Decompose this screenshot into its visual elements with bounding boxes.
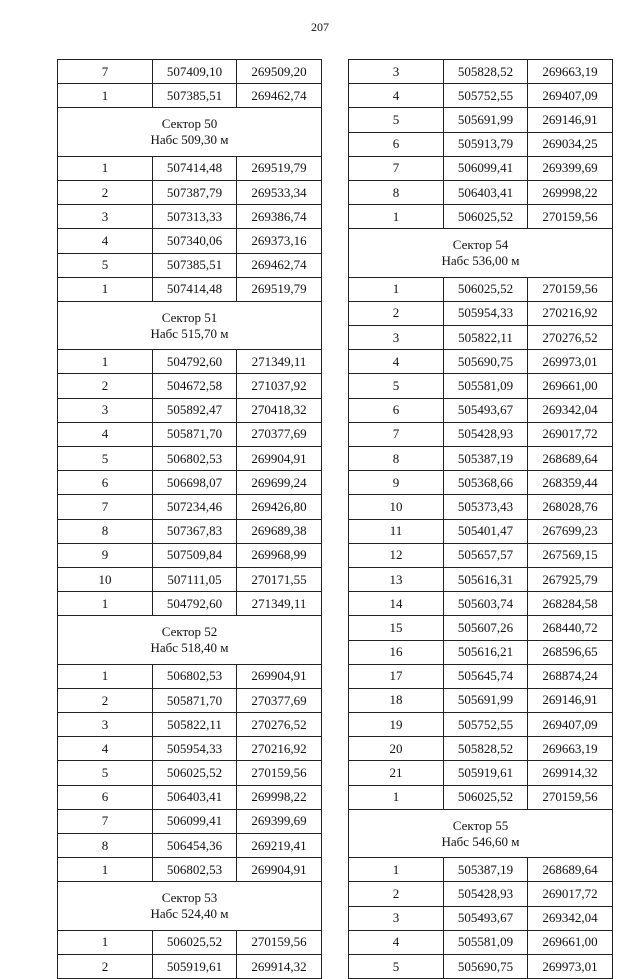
sector-header-row: [58, 616, 322, 664]
coordinate-row: [349, 761, 613, 785]
coordinate-row: [349, 906, 613, 930]
point-number: 8: [349, 447, 444, 471]
coord-x: 505752,55: [444, 84, 528, 108]
point-number: 2: [349, 882, 444, 906]
sector-level: Набс 515,70 м: [150, 325, 229, 341]
page-number: 207: [311, 20, 329, 34]
point-number: 1: [58, 592, 153, 616]
point-number: 7: [349, 156, 444, 180]
point-number: 3: [58, 713, 153, 737]
coord-x: 505892,47: [153, 398, 237, 422]
point-number: 8: [349, 180, 444, 204]
sector-header-row: [349, 229, 613, 277]
coordinate-row: [58, 156, 322, 180]
coordinate-row: [349, 156, 613, 180]
coordinate-row: [349, 374, 613, 398]
coordinate-row: [349, 713, 613, 737]
coord-y: 269462,74: [237, 253, 322, 277]
point-number: 3: [58, 205, 153, 229]
point-number: 5: [349, 374, 444, 398]
coord-x: 505913,79: [444, 132, 528, 156]
coord-x: 505828,52: [444, 60, 528, 84]
point-number: 1: [58, 664, 153, 688]
coordinate-row: [349, 519, 613, 543]
coordinate-row: [349, 471, 613, 495]
coord-y: 269689,38: [237, 519, 322, 543]
coord-y: 269968,99: [237, 543, 322, 567]
sector-header-row: [58, 301, 322, 349]
coord-y: 269386,74: [237, 205, 322, 229]
sector-level: Набс 524,40 м: [150, 906, 229, 922]
point-number: 3: [349, 906, 444, 930]
point-number: 7: [58, 495, 153, 519]
point-number: 11: [349, 519, 444, 543]
coord-y: 270377,69: [237, 422, 322, 446]
coordinate-row: [349, 858, 613, 882]
coord-x: 505657,57: [444, 543, 528, 567]
point-number: 1: [349, 858, 444, 882]
coord-x: 506025,52: [444, 277, 528, 301]
point-number: 5: [349, 108, 444, 132]
coord-x: 506802,53: [153, 664, 237, 688]
sector-header-cell: [58, 882, 322, 930]
coord-y: 267925,79: [528, 567, 613, 591]
coord-y: 269017,72: [528, 422, 613, 446]
coord-x: 505581,09: [444, 374, 528, 398]
coordinate-row: [58, 930, 322, 954]
coord-y: 269399,69: [528, 156, 613, 180]
coord-y: 270276,52: [237, 713, 322, 737]
point-number: 2: [58, 688, 153, 712]
coordinate-row: [58, 713, 322, 737]
coord-x: 504792,60: [153, 592, 237, 616]
coord-x: 505607,26: [444, 616, 528, 640]
point-number: 15: [349, 616, 444, 640]
point-number: 5: [349, 954, 444, 978]
coord-x: 507385,51: [153, 84, 237, 108]
point-number: 10: [58, 567, 153, 591]
point-number: 16: [349, 640, 444, 664]
coordinate-row: [58, 761, 322, 785]
sector-level: Набс 546,60 м: [441, 833, 520, 849]
coordinate-row: [349, 180, 613, 204]
sector-level: Набс 518,40 м: [150, 640, 229, 656]
sector-name: Сектор 53: [161, 890, 218, 906]
point-number: 21: [349, 761, 444, 785]
coordinates-table-left: [57, 59, 322, 979]
coord-x: 505871,70: [153, 688, 237, 712]
coord-y: 269519,79: [237, 277, 322, 301]
sector-name: Сектор 55: [452, 817, 509, 833]
coord-y: 268596,65: [528, 640, 613, 664]
coord-x: 507414,48: [153, 277, 237, 301]
coord-y: 269509,20: [237, 60, 322, 84]
point-number: 5: [58, 447, 153, 471]
coord-x: 506403,41: [153, 785, 237, 809]
coord-y: 269519,79: [237, 156, 322, 180]
coord-y: 269914,32: [528, 761, 613, 785]
coord-y: 270377,69: [237, 688, 322, 712]
coord-y: 269034,25: [528, 132, 613, 156]
coordinate-row: [58, 737, 322, 761]
point-number: 9: [349, 471, 444, 495]
point-number: 1: [58, 277, 153, 301]
point-number: 2: [349, 301, 444, 325]
coordinate-row: [58, 277, 322, 301]
point-number: 18: [349, 688, 444, 712]
coordinate-row: [349, 108, 613, 132]
sector-level: Набс 509,30 м: [150, 132, 229, 148]
point-number: 1: [349, 785, 444, 809]
point-number: 1: [58, 156, 153, 180]
coord-y: 269998,22: [528, 180, 613, 204]
coord-x: 507387,79: [153, 180, 237, 204]
coord-y: 269017,72: [528, 882, 613, 906]
sector-name: Сектор 54: [452, 237, 509, 252]
coord-x: 506698,07: [153, 471, 237, 495]
coord-y: 269914,32: [237, 955, 322, 979]
point-number: 4: [58, 737, 153, 761]
coord-x: 505493,67: [444, 906, 528, 930]
coord-y: 269533,34: [237, 180, 322, 204]
point-number: 1: [349, 277, 444, 301]
coord-x: 505603,74: [444, 592, 528, 616]
coordinate-row: [349, 60, 613, 84]
point-number: 1: [349, 205, 444, 229]
sector-header-cell: [58, 108, 322, 156]
coord-y: 270159,56: [528, 785, 613, 809]
coordinate-row: [349, 326, 613, 350]
coordinate-row: [58, 447, 322, 471]
coord-y: 269663,19: [528, 737, 613, 761]
point-number: 10: [349, 495, 444, 519]
coordinate-row: [349, 398, 613, 422]
coord-y: 269661,00: [528, 374, 613, 398]
coord-y: 268284,58: [528, 592, 613, 616]
coordinate-row: [58, 567, 322, 591]
point-number: 12: [349, 543, 444, 567]
coord-x: 507409,10: [153, 60, 237, 84]
coordinate-row: [58, 858, 322, 882]
coord-y: 269998,22: [237, 785, 322, 809]
coord-x: 505822,11: [153, 713, 237, 737]
coord-x: 505616,21: [444, 640, 528, 664]
coordinate-row: [58, 592, 322, 616]
point-number: 1: [58, 930, 153, 954]
coord-y: 269661,00: [528, 930, 613, 954]
coordinate-row: [349, 737, 613, 761]
coord-x: 505919,61: [153, 955, 237, 979]
coordinate-row: [349, 640, 613, 664]
point-number: 2: [58, 955, 153, 979]
coordinate-row: [58, 253, 322, 277]
point-number: 19: [349, 713, 444, 737]
sector-header-cell: [349, 229, 613, 277]
point-number: 4: [349, 350, 444, 374]
coord-x: 505691,99: [444, 108, 528, 132]
coordinate-row: [58, 519, 322, 543]
coord-y: 269342,04: [528, 906, 613, 930]
coord-y: 270171,55: [237, 567, 322, 591]
coord-x: 506099,41: [444, 156, 528, 180]
coordinate-row: [58, 229, 322, 253]
coord-y: 269146,91: [528, 108, 613, 132]
coord-x: 506802,53: [153, 858, 237, 882]
coord-x: 506025,52: [444, 205, 528, 229]
sector-header-cell: [349, 809, 613, 857]
sector-header-cell: [58, 301, 322, 349]
coordinate-row: [58, 422, 322, 446]
coordinate-row: [349, 422, 613, 446]
coordinate-row: [349, 301, 613, 325]
coord-y: 269342,04: [528, 398, 613, 422]
point-number: 4: [349, 84, 444, 108]
coord-x: 505581,09: [444, 930, 528, 954]
coord-x: 507234,46: [153, 495, 237, 519]
point-number: 3: [349, 60, 444, 84]
coordinate-row: [349, 132, 613, 156]
coordinate-row: [58, 955, 322, 979]
coord-x: 507385,51: [153, 253, 237, 277]
coordinate-row: [349, 882, 613, 906]
coord-x: 505752,55: [444, 713, 528, 737]
point-number: 6: [58, 785, 153, 809]
coord-y: 270276,52: [528, 326, 613, 350]
sector-header-cell: [58, 616, 322, 664]
coord-x: 505387,19: [444, 447, 528, 471]
coordinate-row: [58, 664, 322, 688]
sector-header-row: [58, 108, 322, 156]
point-number: 3: [349, 326, 444, 350]
coordinate-row: [58, 84, 322, 108]
coord-x: 505954,33: [444, 301, 528, 325]
coord-y: 271349,11: [237, 592, 322, 616]
coord-x: 505871,70: [153, 422, 237, 446]
coord-y: 271037,92: [237, 374, 322, 398]
point-number: 4: [58, 229, 153, 253]
coordinate-row: [349, 592, 613, 616]
point-number: 14: [349, 592, 444, 616]
coord-y: 270216,92: [237, 737, 322, 761]
sector-name: Сектор 50: [161, 116, 218, 132]
coordinate-row: [349, 205, 613, 229]
point-number: 5: [58, 761, 153, 785]
coord-x: 505690,75: [444, 954, 528, 978]
coordinate-row: [349, 567, 613, 591]
coord-y: 270418,32: [237, 398, 322, 422]
point-number: 20: [349, 737, 444, 761]
point-number: 1: [58, 84, 153, 108]
coordinate-row: [349, 930, 613, 954]
coord-x: 505428,93: [444, 882, 528, 906]
coord-y: 269146,91: [528, 688, 613, 712]
coord-x: 506025,52: [153, 761, 237, 785]
coordinate-row: [349, 277, 613, 301]
coord-x: 505373,43: [444, 495, 528, 519]
coord-y: 269373,16: [237, 229, 322, 253]
coordinate-row: [58, 205, 322, 229]
coord-y: 268689,64: [528, 858, 613, 882]
coordinate-row: [58, 350, 322, 374]
coord-x: 504792,60: [153, 350, 237, 374]
sector-header-row: [58, 882, 322, 930]
coord-x: 505954,33: [153, 737, 237, 761]
coord-x: 506454,36: [153, 834, 237, 858]
coordinate-row: [349, 543, 613, 567]
sector-name: Сектор 52: [161, 624, 218, 640]
sector-header-row: [349, 809, 613, 857]
coord-y: 269462,74: [237, 84, 322, 108]
coordinate-row: [349, 664, 613, 688]
coord-y: 269904,91: [237, 664, 322, 688]
coordinate-row: [349, 785, 613, 809]
coord-y: 269407,09: [528, 84, 613, 108]
point-number: 7: [58, 809, 153, 833]
coordinate-row: [58, 398, 322, 422]
point-number: 3: [58, 398, 153, 422]
coordinate-row: [58, 834, 322, 858]
coord-x: 505493,67: [444, 398, 528, 422]
coordinate-row: [58, 495, 322, 519]
coordinate-row: [349, 688, 613, 712]
coord-x: 505401,47: [444, 519, 528, 543]
coordinate-row: [349, 954, 613, 978]
coord-x: 507111,05: [153, 567, 237, 591]
coord-x: 505822,11: [444, 326, 528, 350]
coord-x: 505645,74: [444, 664, 528, 688]
coord-y: 269426,80: [237, 495, 322, 519]
coord-y: 267569,15: [528, 543, 613, 567]
point-number: 2: [58, 374, 153, 398]
coord-x: 505368,66: [444, 471, 528, 495]
coord-x: 504672,58: [153, 374, 237, 398]
point-number: 17: [349, 664, 444, 688]
coord-y: 271349,11: [237, 350, 322, 374]
point-number: 6: [349, 398, 444, 422]
point-number: 1: [58, 858, 153, 882]
coordinate-row: [58, 543, 322, 567]
coord-y: 267699,23: [528, 519, 613, 543]
coord-y: 268440,72: [528, 616, 613, 640]
coordinate-row: [349, 350, 613, 374]
coord-x: 505616,31: [444, 567, 528, 591]
coord-y: 269399,69: [237, 809, 322, 833]
coordinate-row: [349, 495, 613, 519]
coordinate-row: [58, 785, 322, 809]
coord-x: 505919,61: [444, 761, 528, 785]
coordinate-row: [58, 60, 322, 84]
coord-y: 268028,76: [528, 495, 613, 519]
coord-y: 269904,91: [237, 858, 322, 882]
coordinate-row: [349, 447, 613, 471]
point-number: 7: [349, 422, 444, 446]
point-number: 6: [349, 132, 444, 156]
coord-x: 505428,93: [444, 422, 528, 446]
point-number: 7: [58, 60, 153, 84]
coord-y: 270159,56: [237, 761, 322, 785]
coord-x: 506099,41: [153, 809, 237, 833]
coord-x: 506025,52: [153, 930, 237, 954]
coord-x: 507414,48: [153, 156, 237, 180]
coord-y: 268874,24: [528, 664, 613, 688]
point-number: 2: [58, 180, 153, 204]
coord-x: 506802,53: [153, 447, 237, 471]
coordinate-row: [349, 616, 613, 640]
point-number: 13: [349, 567, 444, 591]
coord-x: 505387,19: [444, 858, 528, 882]
coord-x: 505690,75: [444, 350, 528, 374]
coord-y: 269663,19: [528, 60, 613, 84]
coord-y: 270159,56: [528, 277, 613, 301]
coord-y: 270216,92: [528, 301, 613, 325]
coordinate-row: [58, 374, 322, 398]
point-number: 6: [58, 471, 153, 495]
coordinate-row: [58, 471, 322, 495]
coord-y: 269407,09: [528, 713, 613, 737]
sector-name: Сектор 51: [161, 309, 218, 325]
coord-x: 506403,41: [444, 180, 528, 204]
coordinate-row: [58, 180, 322, 204]
coord-y: 268359,44: [528, 471, 613, 495]
coord-y: 268689,64: [528, 447, 613, 471]
point-number: 5: [58, 253, 153, 277]
point-number: 4: [349, 930, 444, 954]
coord-y: 269973,01: [528, 350, 613, 374]
coord-y: 270159,56: [528, 205, 613, 229]
coord-x: 507313,33: [153, 205, 237, 229]
coord-x: 507340,06: [153, 229, 237, 253]
coord-x: 506025,52: [444, 785, 528, 809]
coord-x: 505828,52: [444, 737, 528, 761]
point-number: 9: [58, 543, 153, 567]
coord-y: 269219,41: [237, 834, 322, 858]
point-number: 8: [58, 834, 153, 858]
sector-level: Набс 536,00 м: [441, 253, 520, 268]
point-number: 4: [58, 422, 153, 446]
coord-y: 269904,91: [237, 447, 322, 471]
coordinate-row: [58, 688, 322, 712]
coord-x: 507367,83: [153, 519, 237, 543]
coordinate-row: [58, 809, 322, 833]
coordinates-table-right: [348, 59, 613, 979]
coord-y: 269699,24: [237, 471, 322, 495]
coordinate-row: [349, 84, 613, 108]
point-number: 1: [58, 350, 153, 374]
coord-x: 507509,84: [153, 543, 237, 567]
coord-x: 505691,99: [444, 688, 528, 712]
point-number: 8: [58, 519, 153, 543]
coord-y: 269973,01: [528, 954, 613, 978]
coord-y: 270159,56: [237, 930, 322, 954]
